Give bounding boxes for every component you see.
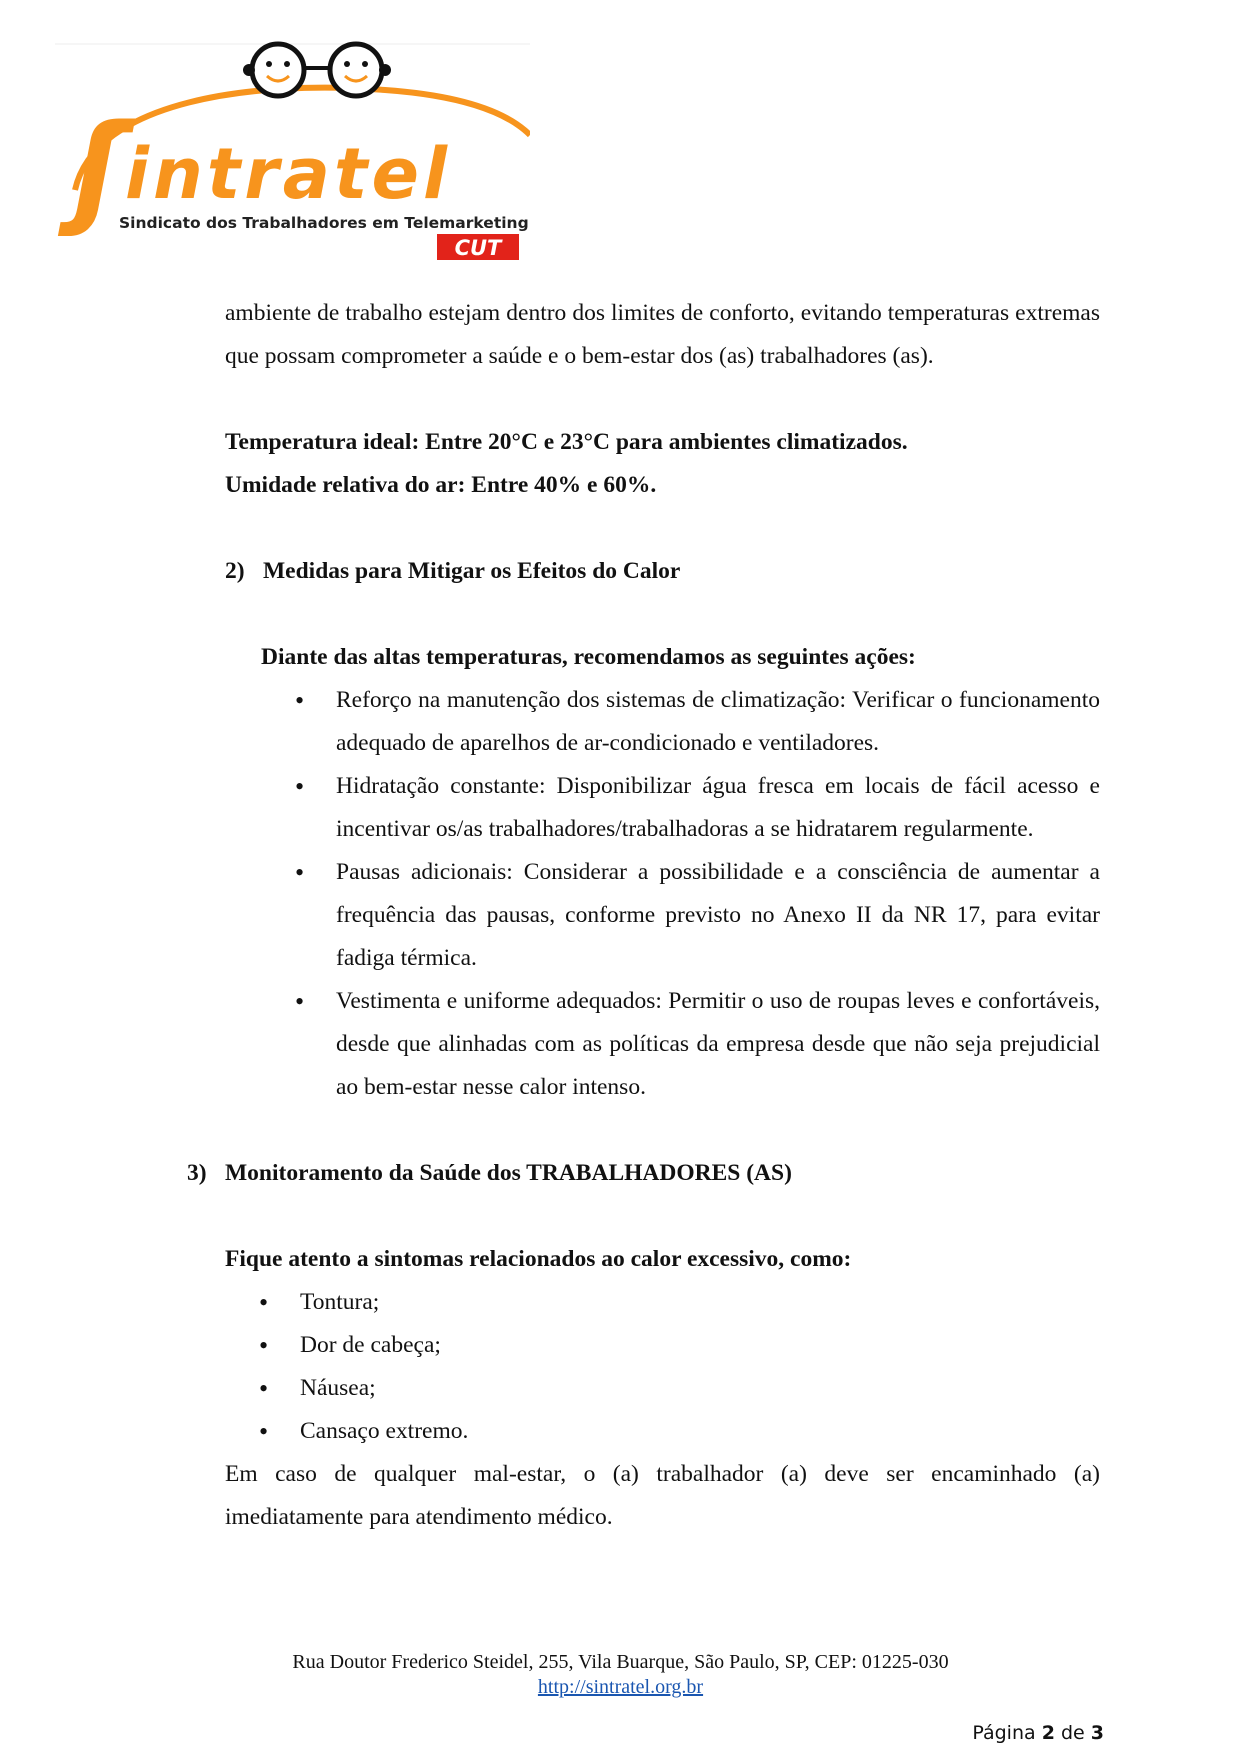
page-separator: de	[1060, 1722, 1085, 1744]
page-number	[972, 1722, 1104, 1744]
measures-list	[225, 679, 1100, 1109]
footer	[0, 1650, 1241, 1700]
section-3-title: Monitoramento da Saúde dos TRABALHADORES (AS)	[225, 1160, 792, 1186]
list-item: • Vestimenta e uniforme adequados: Permitir o uso de roupas leves e confortáveis, desde que alinhadas com as políticas da empresa desde que não seja prejudicial ao bem-estar nesse calor intenso.	[225, 980, 1100, 1109]
list-item: • Reforço na manutenção dos sistemas de climatização: Verificar o funcionamento adequado de aparelhos de ar-condicionado e ventiladores.	[225, 679, 1100, 765]
section-2-number: 2)	[225, 558, 245, 584]
page-prefix: Página	[972, 1722, 1036, 1744]
section-2-lead: Diante das altas temperaturas, recomendamos as seguintes ações:	[261, 644, 916, 670]
ideal-temperature: Temperatura ideal: Entre 20°C e 23°C para ambientes climatizados.	[225, 429, 908, 455]
intro-paragraph: ambiente de trabalho estejam dentro dos limites de conforto, evitando temperaturas extremas que possam comprometer a saúde e o bem-estar dos (as) trabalhadores (as).	[225, 300, 1100, 369]
symptoms-list	[225, 1281, 1100, 1453]
relative-humidity: Umidade relativa do ar: Entre 40% e 60%.	[225, 472, 657, 498]
svg-text:CUT: CUT	[454, 236, 502, 260]
section-3-heading	[187, 1152, 1100, 1195]
list-item: • Pausas adicionais: Considerar a possibilidade e a consciência de aumentar a frequência das pausas, conforme previsto no Anexo II da NR 17, para evitar fadiga térmica.	[225, 851, 1100, 980]
list-item: • Tontura;	[225, 1281, 1100, 1324]
closing-paragraph: Em caso de qualquer mal-estar, o (a) trabalhador (a) deve ser encaminhado (a) imediatamente para atendimento médico.	[225, 1461, 1100, 1530]
document-body	[187, 292, 1100, 1539]
website-link[interactable]: http://sintratel.org.br	[537, 1676, 704, 1698]
list-item: • Náusea;	[225, 1367, 1100, 1410]
section-3-lead: Fique atento a sintomas relacionados ao calor excessivo, como:	[225, 1246, 852, 1272]
list-item: • Dor de cabeça;	[225, 1324, 1100, 1367]
svg-text:intratel: intratel	[125, 133, 451, 215]
sintratel-logo	[55, 40, 530, 265]
section-2-heading	[225, 550, 1100, 593]
footer-address: Rua Doutor Frederico Steidel, 255, Vila Buarque, São Paulo, SP, CEP: 01225-030	[292, 1651, 949, 1673]
section-3-number: 3)	[187, 1160, 207, 1186]
section-2-title: Medidas para Mitigar os Efeitos do Calor	[263, 558, 681, 584]
svg-text:ʃ: ʃ	[73, 100, 123, 239]
page-current: 2	[1041, 1722, 1055, 1744]
svg-text:Sindicato dos Trabalhadores em: Sindicato dos Trabalhadores em Telemarketing	[119, 214, 529, 232]
list-item: • Hidratação constante: Disponibilizar água fresca em locais de fácil acesso e incentivar os/as trabalhadores/trabalhadoras a se hidratarem regularmente.	[225, 765, 1100, 851]
page-total: 3	[1090, 1722, 1104, 1744]
list-item: • Cansaço extremo.	[225, 1410, 1100, 1453]
